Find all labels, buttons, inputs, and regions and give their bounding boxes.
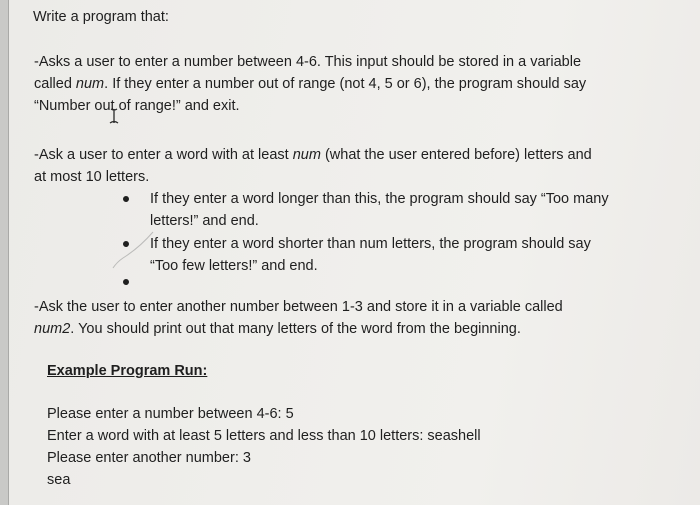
intro-text: Write a program that: xyxy=(33,9,169,25)
variable-num: num xyxy=(292,147,321,163)
bullet-2-line2: “Too few letters!” and end. xyxy=(150,258,318,274)
step1-line3: “Number out of range!” and exit. xyxy=(34,98,240,114)
step1-line2-text: called xyxy=(34,76,76,92)
step3-line2-rest: . You should print out that many letters of the word from the beginning. xyxy=(70,321,521,337)
example-line-2: Enter a word with at least 5 letters and less than 10 letters: seashell xyxy=(47,428,481,444)
step2-line1 xyxy=(34,145,592,165)
bullet-dot xyxy=(123,196,129,202)
example-line-4: sea xyxy=(47,472,71,488)
step3-line2 xyxy=(34,319,521,339)
document-page xyxy=(8,0,700,505)
text-cursor-icon xyxy=(107,108,121,128)
step2-line2: at most 10 letters. xyxy=(34,169,150,185)
bullet-2-line1: If they enter a word shorter than num letters, the program should say xyxy=(150,236,591,252)
example-line-3: Please enter another number: 3 xyxy=(47,450,251,466)
step3-line1: -Ask the user to enter another number between 1-3 and store it in a variable called xyxy=(34,299,563,315)
step1-line2-rest: . If they enter a number out of range (not 4, 5 or 6), the program should say xyxy=(104,76,587,92)
variable-num2: num2 xyxy=(34,321,71,337)
step2-line1-rest: (what the user entered before) letters and xyxy=(320,147,592,163)
example-heading: Example Program Run: xyxy=(47,363,208,379)
bullet-1-line2: letters!” and end. xyxy=(150,213,259,229)
bullet-1-line1: If they enter a word longer than this, the program should say “Too many xyxy=(150,191,609,207)
variable-num: num xyxy=(75,76,105,92)
pen-stroke-mark xyxy=(109,228,157,272)
step1-line1: -Asks a user to enter a number between 4-6. This input should be stored in a variable xyxy=(34,54,582,70)
bullet-dot-empty xyxy=(123,279,129,285)
step1-line2 xyxy=(34,74,586,94)
step2-line1-text: -Ask a user to enter a word with at least xyxy=(34,147,293,163)
example-line-1: Please enter a number between 4-6: 5 xyxy=(47,406,294,422)
